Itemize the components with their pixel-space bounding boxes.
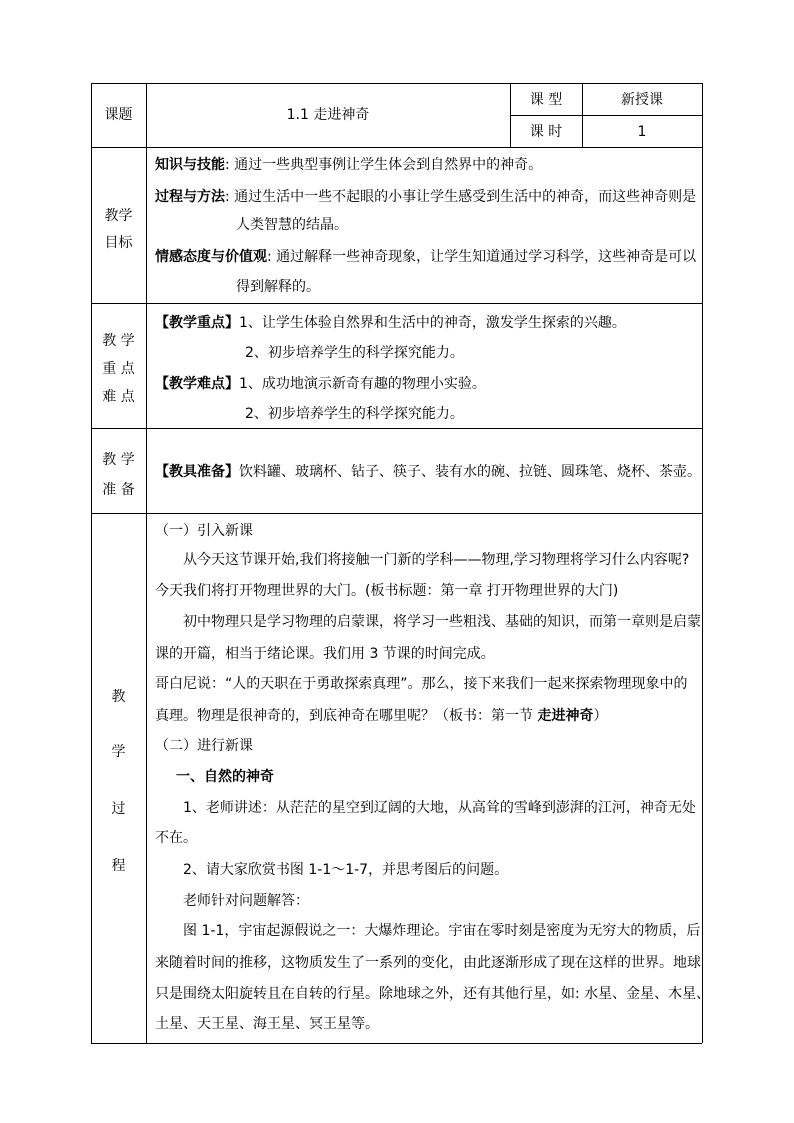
process-line-8: （二）进行新课 [155, 738, 253, 754]
process-line-5: 课的开篇，相当于绪论课。我们用 3 节课的时间完成。 [155, 646, 495, 662]
process-line-9: 一、自然的神奇 [176, 769, 274, 785]
table-top-border [91, 83, 702, 84]
topic-value: 1.1 走进神奇 [286, 107, 370, 123]
objective-emotion-cont: 得到解释的。 [236, 279, 320, 295]
type-label: 课 型 [529, 92, 563, 108]
objective-knowledge [155, 156, 542, 174]
process-line-6: 哥白尼说：“人的天职在于勇敢探索真理”。那么，接下来我们一起来探索物理现象中的 [155, 676, 688, 692]
row-sep-2 [91, 303, 702, 304]
objective-knowledge-title: 知识与技能 [155, 157, 225, 173]
objective-process-title: 过程与方法 [155, 189, 225, 205]
row-sep-3 [91, 428, 702, 429]
process-line-2: 从今天这节课开始,我们将接触一门新的学科——物理,学习物理将学习什么内容呢? [183, 552, 690, 568]
process-line-3: 今天我们将打开物理世界的大门。(板书标题：第一章 打开物理世界的大门) [155, 583, 619, 599]
process-line-7a: 真理。物理是很神奇的，到底神奇在哪里呢？（板书：第一节 [155, 708, 538, 724]
objective-process-cont: 人类智慧的结晶。 [236, 217, 348, 233]
difficulty-title: 【教学难点】 [155, 376, 239, 392]
process-line-7 [155, 707, 607, 725]
process-line-17: 土星、天王星、海王星、冥王星等。 [155, 1016, 379, 1032]
objective-process [155, 188, 696, 206]
objective-emotion-text: : 通过解释一些神奇现象，让学生知道通过学习科学，这些神奇是可以 [267, 249, 697, 265]
keypoints-label-1: 教 学 [102, 333, 135, 349]
keypoint-1 [155, 314, 626, 332]
process-line-14: 图 1-1，宇宙起源假说之一：大爆炸理论。宇宙在零时刻是密度为无穷大的物质，后 [183, 923, 701, 939]
process-line-7c: ） [593, 708, 608, 724]
process-line-15: 来随着时间的推移，这物质发生了一系列的变化，由此逐渐形成了现在这样的世界。地球 [155, 955, 701, 971]
objective-knowledge-text: : 通过一些典型事例让学生体会到自然界中的神奇。 [225, 157, 543, 173]
process-line-4: 初中物理只是学习物理的启蒙课，将学习一些粗浅、基础的知识，而第一章则是启蒙 [183, 614, 701, 630]
keypoints-label-3: 难 点 [102, 389, 135, 405]
label-column-divider [146, 83, 147, 1043]
table-right-border [702, 83, 703, 1043]
prep-label-1: 教 学 [102, 452, 135, 468]
difficulty-1 [155, 375, 486, 393]
process-label-1: 教 [111, 689, 126, 705]
table-bottom-border [91, 1043, 702, 1044]
process-label-2: 学 [111, 744, 126, 760]
prep-title: 【教具准备】 [155, 464, 239, 480]
objective-emotion [155, 248, 696, 266]
prep-text: 饮料罐、玻璃杯、钻子、筷子、装有水的碗、拉链、圆珠笔、烧杯、茶壶。 [239, 464, 701, 480]
table-left-border [91, 83, 92, 1043]
prep-label-2: 准 备 [102, 482, 135, 498]
process-line-16: 只是围绕太阳旋转且在自转的行星。除地球之外，还有其他行星，如: 水星、金星、木星、 [155, 986, 711, 1002]
process-line-10: 1、老师讲述：从茫茫的星空到辽阔的大地，从高耸的雪峰到澎湃的江河，神奇无处 [183, 800, 696, 816]
keypoint-2: 2、初步培养学生的科学探究能力。 [245, 345, 464, 361]
prep-line [155, 463, 701, 481]
process-label-4: 程 [111, 858, 126, 874]
process-line-11: 不在。 [155, 830, 197, 846]
header-mid-line [510, 115, 702, 116]
objective-emotion-title: 情感态度与价值观 [155, 249, 267, 265]
objectives-label-1: 教学 [104, 208, 133, 224]
hours-label: 课 时 [529, 124, 563, 140]
difficulty-2: 2、初步培养学生的科学探究能力。 [245, 406, 464, 422]
row-sep-1 [91, 147, 702, 148]
objective-process-text: : 通过生活中一些不起眼的小事让学生感受到生活中的神奇，而这些神奇则是 [225, 189, 697, 205]
process-line-12: 2、请大家欣赏书图 1-1～1-7，并思考图后的问题。 [183, 862, 509, 878]
process-line-13: 老师针对问题解答： [183, 893, 309, 909]
keypoint-1-text: 1、让学生体验自然界和生活中的神奇，激发学生探索的兴趣。 [239, 315, 626, 331]
row-sep-4 [91, 513, 702, 514]
process-label-3: 过 [111, 801, 126, 817]
hours-value: 1 [637, 124, 647, 140]
keypoints-label-2: 重 点 [102, 361, 135, 377]
objectives-label-2: 目标 [104, 235, 133, 251]
process-line-1: （一）引入新课 [155, 523, 253, 539]
difficulty-1-text: 1、成功地演示新奇有趣的物理小实验。 [239, 376, 486, 392]
process-line-7b: 走进神奇 [537, 708, 594, 724]
keypoint-title: 【教学重点】 [155, 315, 239, 331]
topic-label: 课题 [104, 107, 133, 123]
type-value: 新授课 [621, 92, 663, 108]
